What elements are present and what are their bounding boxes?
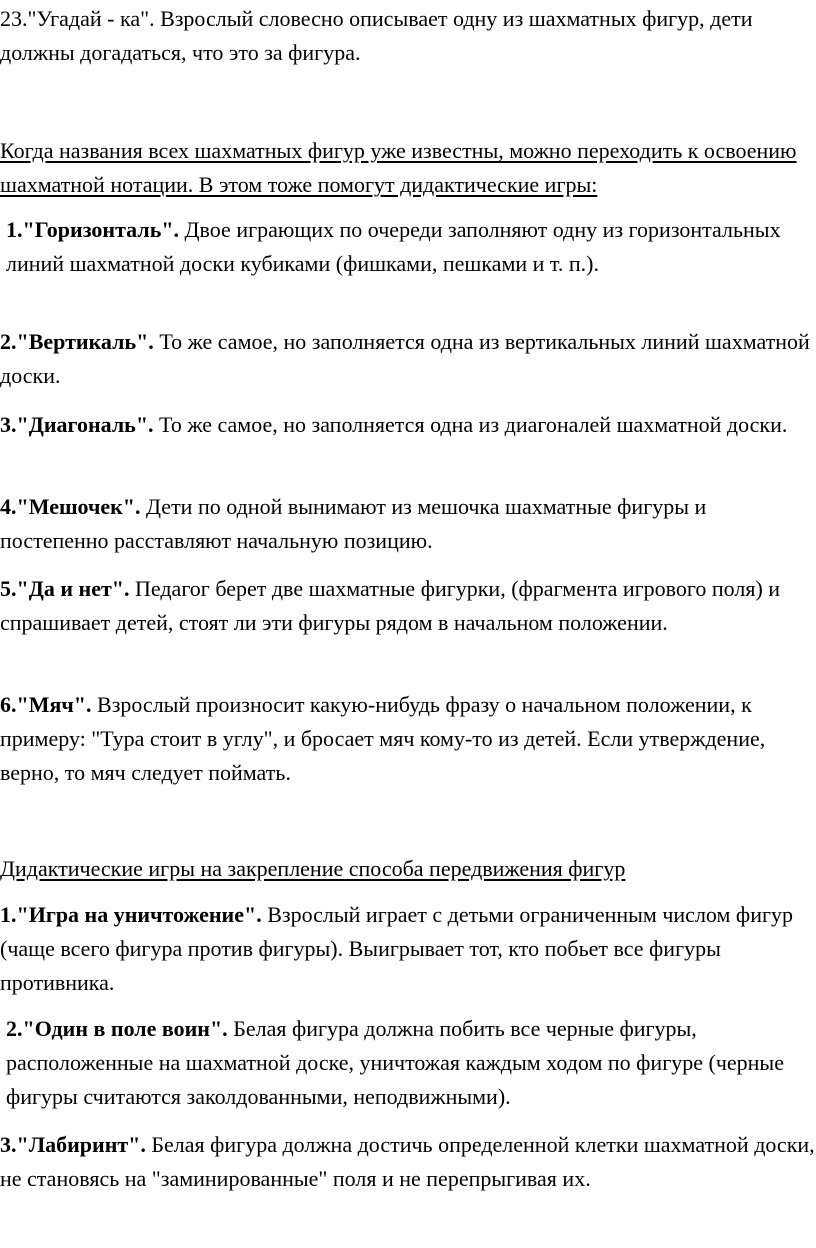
game-item-horizontal	[0, 213, 816, 281]
intro-paragraph	[0, 2, 816, 70]
game-title: 1."Горизонталь".	[6, 217, 180, 242]
game-description: То же самое, но заполняется одна из диагоналей шахматной доски.	[153, 412, 788, 437]
game-description: Педагог берет две шахматные фигурки, (фрагмента игрового поля) и спрашивает детей, стоят ли эти фигуры рядом в начальном положении.	[0, 576, 781, 635]
game-description: Взрослый произносит какую-нибудь фразу о начальном положении, к примеру: "Тура стоит в углу", и бросает мяч кому-то из детей. Если утверждение, верно, то мяч следует поймать.	[0, 692, 766, 785]
section2-heading	[0, 852, 816, 886]
game-title: 3."Диагональ".	[0, 412, 154, 437]
game-item-vertical	[0, 325, 816, 393]
game-description: Дети по одной вынимают из мешочка шахматные фигуры и постепенно расставляют начальную позицию.	[0, 494, 707, 553]
game-description: То же самое, но заполняется одна из вертикальных линий шахматной доски.	[0, 329, 810, 388]
section1-heading-text: Когда названия всех шахматных фигур уже известны, можно переходить к освоению шахматной нотации. В этом тоже помогут дидактические игры:	[0, 138, 797, 197]
section2-heading-text: Дидактические игры на закрепление способа передвижения фигур	[0, 856, 626, 881]
game-description: Белая фигура должна побить все черные фигуры, расположенные на шахматной доске, уничтожая каждым ходом по фигуре (черные фигуры считаются заколдованными, неподвижными).	[6, 1016, 784, 1109]
game-item-diagonal	[0, 408, 816, 442]
game-item-ball	[0, 688, 816, 790]
game-description: Двое играющих по очереди заполняют одну из горизонтальных линий шахматной доски кубиками (фишками, пешками и т. п.).	[6, 217, 781, 276]
game-title: 3."Лабиринт".	[0, 1132, 146, 1157]
game-item-destruction	[0, 898, 816, 1000]
game-item-bag	[0, 490, 816, 558]
game-title: 1."Игра на уничтожение".	[0, 902, 262, 927]
game-item-lone-warrior	[0, 1012, 816, 1114]
section1-heading	[0, 134, 816, 202]
intro-text: 23."Угадай - ка". Взрослый словесно описывает одну из шахматных фигур, дети должны догадаться, что это за фигура.	[0, 6, 753, 65]
game-item-labyrinth	[0, 1128, 816, 1196]
game-title: 5."Да и нет".	[0, 576, 130, 601]
game-title: 2."Один в поле воин".	[6, 1016, 228, 1041]
game-item-yes-no	[0, 572, 816, 640]
game-title: 6."Мяч".	[0, 692, 92, 717]
game-description: Белая фигура должна достичь определенной клетки шахматной доски, не становясь на "заминированные" поля и не перепрыгивая их.	[0, 1132, 815, 1191]
game-title: 4."Мешочек".	[0, 494, 141, 519]
game-title: 2."Вертикаль".	[0, 329, 154, 354]
game-description: Взрослый играет с детьми ограниченным числом фигур (чаще всего фигура против фигуры). Выигрывает тот, кто побьет все фигуры противника.	[0, 902, 793, 995]
